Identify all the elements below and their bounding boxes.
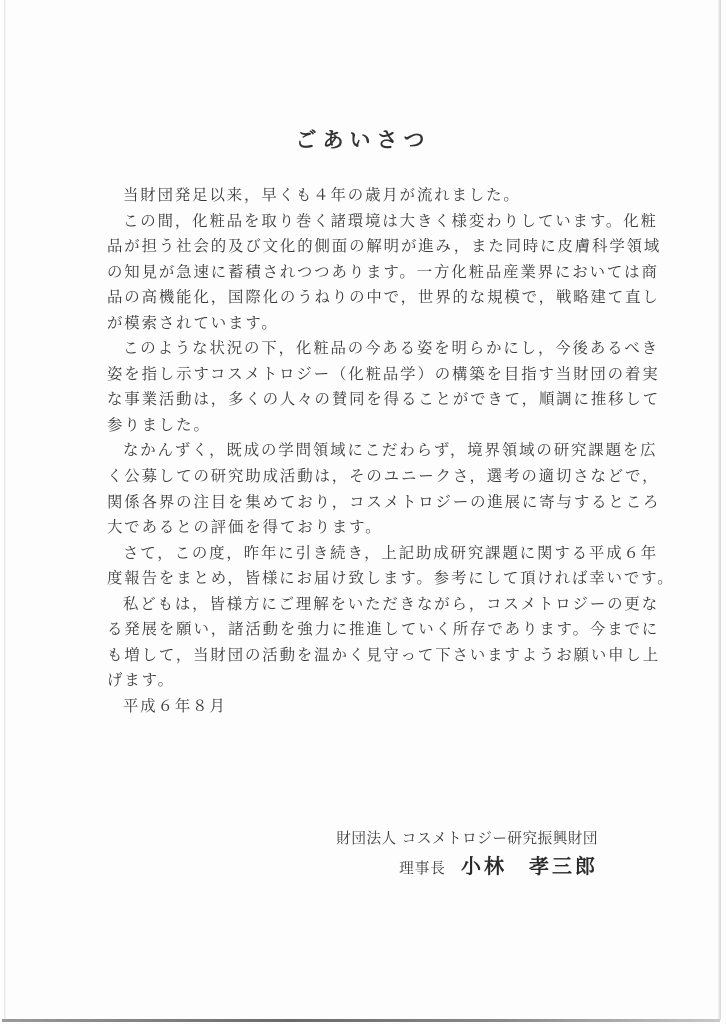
page-edge-bottom [2,1019,720,1022]
paragraph-3-line-2: 姿を指し示すコスメトロジー（化粧品学）の構築を目指す当財団の着実 [107,364,660,383]
paragraph-6-line-3: も増して，当財団の活動を温かく見守って下さいますようお願い申し上 [107,645,660,664]
paragraph-2-line-1: この間，化粧品を取り巻く諸環境は大きく様変わりしています。化粧 [123,211,658,230]
greeting-body [107,183,675,719]
paragraph-3-line-4: 参りました。 [107,415,211,434]
paragraph-2-line-5: が模索されています。 [107,313,279,332]
paragraph-2-line-3: の知見が急速に蓄積されつつあります。一方化粧品産業界においては商 [107,262,659,281]
signatory-given-name: 孝三郎 [529,854,598,878]
signatory-role: 理事長 [399,860,446,877]
paragraph-4-line-1: なかんずく，既成の学問領域にこだわらず，境界領域の研究課題を広 [123,441,658,460]
organization-name: 財団法人 コスメトロジー研究振興財団 [336,830,598,847]
paragraph-4-line-3: 関係各界の注目を集めており，コスメトロジーの進展に寄与するところ [107,492,661,511]
paragraph-3-line-3: な事業活動は，多くの人々の賛同を得ることができて，順調に推移して [107,390,660,409]
document-date: 平成６年８月 [123,696,227,715]
paragraph-2-line-2: 品が担う社会的及び文化的側面の解明が進み，また同時に皮膚科学領域 [107,237,662,256]
signatory [336,852,598,883]
paragraph-6-line-1: 私どもは，皆様方にご理解をいただきながら，コスメトロジーの更な [123,594,660,613]
paragraph-5-line-2: 度報告をまとめ，皆様にお届け致します。参考にして頂ければ幸いです。 [107,569,675,588]
paragraph-6-line-2: る発展を願い，諸活動を強力に推進していく所存であります。今までに [107,620,660,639]
paragraph-6-line-4: げます。 [107,671,175,690]
page-title: ごあいさつ [295,127,431,152]
signatory-family-name: 小林 [461,854,507,878]
signature-block [336,826,598,883]
paragraph-1-line-1: 当財団発足以来，早くも４年の歳月が流れました。 [123,186,521,204]
paragraph-3-line-1: このような状況の下，化粧品の今ある姿を明らかにし，今後あるべき [123,339,660,358]
paragraph-5-line-1: さて，この度，昨年に引き続き，上記助成研究課題に関する平成６年 [123,543,659,562]
paragraph-2-line-4: 品の高機能化，国際化のうねりの中で，世界的な規模で，戦略建て直し [107,288,660,307]
paragraph-4-line-4: 大であるとの評価を得ております。 [107,518,383,537]
paragraph-4-line-2: く公募しての研究助成活動は，そのユニークさ，選考の適切さなどで， [107,467,660,486]
